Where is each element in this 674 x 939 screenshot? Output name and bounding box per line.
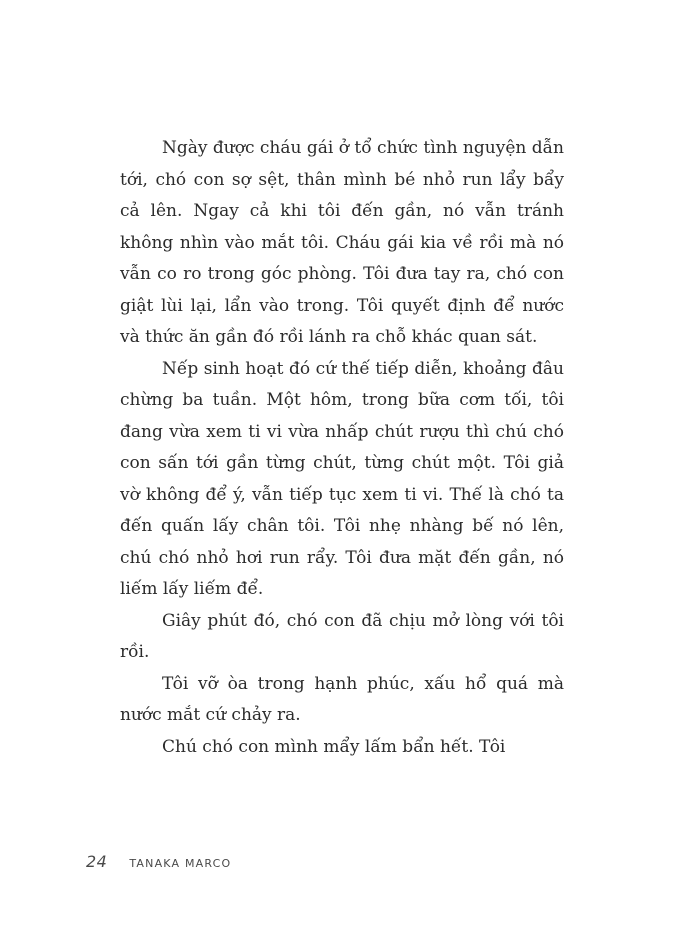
paragraph-5: Chú chó con mình mẩy lấm bẩn hết. Tôi	[162, 736, 506, 757]
paragraph-2: Nếp sinh hoạt đó cứ thế tiếp diễn, khoảng đâu chừng ba tuần. Một hôm, trong bữa cơm tối, tôi đang vừa xem ti vi vừa nhấp chút rượu thì chú chó con sấn tới gần từng chút, từng chút một. Tôi giả vờ không để ý, vẫn tiếp tục xem ti vi. Thế là chó ta đến quấn lấy chân tôi. Tôi nhẹ nhàng bế nó lên, chú chó nhỏ hơi run rẩy. Tôi đưa mặt đến gần, nó liếm lấy liếm để.	[120, 358, 564, 599]
page-footer	[86, 852, 231, 876]
body-text	[120, 133, 564, 763]
paragraph-4: Tôi vỡ òa trong hạnh phúc, xấu hổ quá mà nước mắt cứ chảy ra.	[120, 673, 564, 725]
paragraph-3: Giây phút đó, chó con đã chịu mở lòng với tôi rồi.	[120, 610, 564, 662]
running-author: TANAKA MARCO	[129, 857, 232, 870]
page-number: 24	[86, 852, 108, 871]
paragraph-1: Ngày được cháu gái ở tổ chức tình nguyện dẫn tới, chó con sợ sệt, thân mình bé nhỏ run lẩy bẩy cả lên. Ngay cả khi tôi đến gần, nó vẫn tránh không nhìn vào mắt tôi. Cháu gái kia về rồi mà nó vẫn co ro trong góc phòng. Tôi đưa tay ra, chó con giật lùi lại, lẩn vào trong. Tôi quyết định để nước và thức ăn gần đó rồi lánh ra chỗ khác quan sát.	[120, 138, 564, 347]
